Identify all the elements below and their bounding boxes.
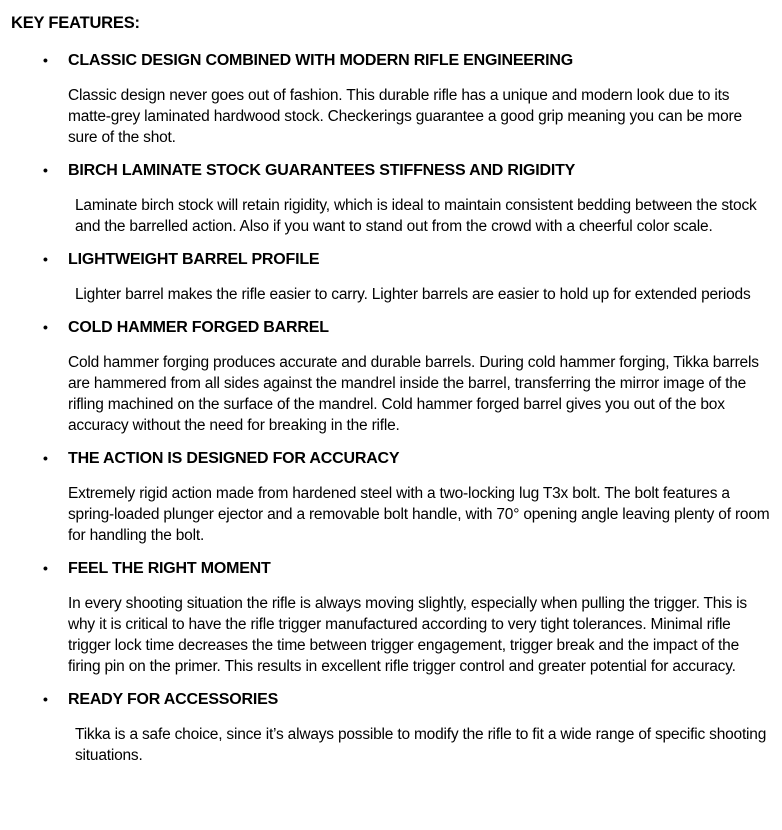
feature-heading: LIGHTWEIGHT BARREL PROFILE bbox=[68, 251, 320, 268]
feature-heading: FEEL THE RIGHT MOMENT bbox=[68, 560, 271, 577]
feature-body-text: Tikka is a safe choice, since it’s always possible to modify the rifle to fit a wide range of specific shooting situations. bbox=[75, 726, 767, 764]
bullet-icon: • bbox=[43, 691, 48, 707]
list-item bbox=[43, 162, 770, 237]
feature-heading: CLASSIC DESIGN COMBINED WITH MODERN RIFLE ENGINEERING bbox=[68, 52, 573, 69]
feature-body-text: Cold hammer forging produces accurate and durable barrels. During cold hammer forging, Tikka barrels are hammered from all sides against the mandrel inside the barrel, transferring the mirror image of the rifling machined on the surface of the mandrel. Cold hammer forged barrel gives you out of the box accuracy without the need for breaking in the rifle. bbox=[68, 354, 759, 434]
list-item bbox=[43, 450, 770, 546]
bullet-icon: • bbox=[43, 251, 48, 267]
feature-heading: READY FOR ACCESSORIES bbox=[68, 691, 279, 708]
bullet-icon: • bbox=[43, 52, 48, 68]
feature-body-text: Lighter barrel makes the rifle easier to carry. Lighter barrels are easier to hold up for extended periods bbox=[75, 286, 751, 303]
feature-body-text: Extremely rigid action made from hardened steel with a two-locking lug T3x bolt. The bolt features a spring-loaded plunger ejector and a removable bolt handle, with 70° opening angle leaving plenty of room for handling the bolt. bbox=[68, 485, 770, 544]
feature-body-text: In every shooting situation the rifle is always moving slightly, especially when pulling the trigger. This is why it is critical to have the rifle trigger manufactured according to very tight tolerances. Minimal rifle trigger lock time decreases the time between trigger engagement, trigger break and the impact of the firing pin on the primer. This results in excellent rifle trigger control and greater potential for accuracy. bbox=[68, 595, 747, 675]
list-item bbox=[43, 560, 770, 677]
page-title: KEY FEATURES: bbox=[11, 14, 140, 32]
feature-body-text: Classic design never goes out of fashion. This durable rifle has a unique and modern look due to its matte-grey laminated hardwood stock. Checkerings guarantee a good grip meaning you can be more sure of the shot. bbox=[68, 87, 742, 146]
list-item bbox=[43, 52, 770, 148]
list-item bbox=[43, 319, 770, 436]
bullet-icon: • bbox=[43, 560, 48, 576]
feature-heading: BIRCH LAMINATE STOCK GUARANTEES STIFFNESS AND RIGIDITY bbox=[68, 162, 576, 179]
bullet-icon: • bbox=[43, 162, 48, 178]
feature-list bbox=[43, 52, 770, 766]
feature-body-text: Laminate birch stock will retain rigidity, which is ideal to maintain consistent bedding between the stock and the barrelled action. Also if you want to stand out from the crowd with a cheerful color scale. bbox=[75, 197, 757, 235]
feature-heading: THE ACTION IS DESIGNED FOR ACCURACY bbox=[68, 450, 400, 467]
feature-heading: COLD HAMMER FORGED BARREL bbox=[68, 319, 329, 336]
bullet-icon: • bbox=[43, 450, 48, 466]
bullet-icon: • bbox=[43, 319, 48, 335]
list-item bbox=[43, 251, 770, 305]
list-item bbox=[43, 691, 770, 766]
